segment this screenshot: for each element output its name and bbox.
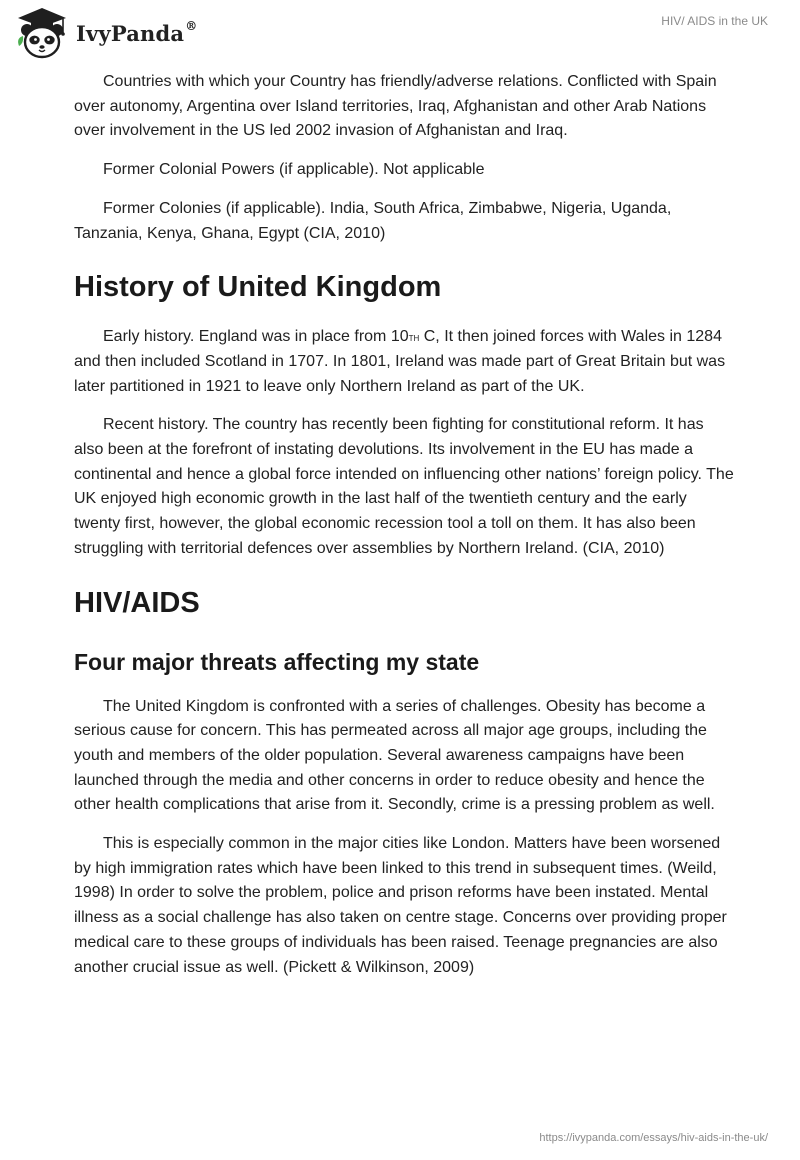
paragraph-threats-2: This is especially common in the major cities like London. Matters have been worsened by high immigration rates which have been linked to this trend in subsequent times. (Weild, 1998) In order to solve the problem, police and prison reforms have been instated. Mental illness as a social challenge has also taken on centre stage. Concerns over providing proper medical care to these groups of individuals has been raised. Teenage pregnancies are also another crucial issue as well. (Pickett & Wilkinson, 2009) <box>74 835 727 976</box>
subheading-four-threats: Four major threats affecting my state <box>74 648 480 675</box>
essay-body <box>74 70 734 994</box>
paragraph-early-history: Early history. England was in place from 10TH C, It then joined forces with Wales in 1284 and then included Scotland in 1707. In 1801, Ireland was made part of Great Britain but was later partitioned in 1921 to leave only Northern Ireland as part of the UK. <box>74 328 726 395</box>
heading-history: History of United Kingdom <box>74 271 442 304</box>
document-title: HIV/ AIDS in the UK <box>661 14 768 28</box>
page-header <box>0 0 800 64</box>
paragraph-colonial-powers: Former Colonial Powers (if applicable). Not applicable <box>103 161 485 179</box>
heading-hiv-aids: HIV/AIDS <box>74 586 200 619</box>
paragraph-colonies: Former Colonies (if applicable). India, South Africa, Zimbabwe, Nigeria, Uganda, Tanzania, Kenya, Ghana, Egypt (CIA, 2010) <box>74 199 672 242</box>
logo-wordmark: IvyPanda® <box>76 18 198 46</box>
panda-graduate-icon <box>14 6 70 60</box>
footer-url[interactable]: https://ivypanda.com/essays/hiv-aids-in-the-uk/ <box>539 1132 768 1144</box>
paragraph-relations: Countries with which your Country has friendly/adverse relations. Conflicted with Spain over autonomy, Argentina over Island territories, Iraq, Afghanistan and other Arab Nations over involvement in the US led 2002 invasion of Afghanistan and Iraq. <box>74 73 717 140</box>
ivypanda-logo[interactable] <box>14 6 197 60</box>
paragraph-threats-1: The United Kingdom is confronted with a series of challenges. Obesity has become a serious cause for concern. This has permeated across all major age groups, including the youth and members of the older population. Several awareness campaigns have been launched through the media and other concerns in order to reduce obesity and hence the other health complications that arise from it. Secondly, crime is a pressing problem as well. <box>74 697 715 814</box>
paragraph-recent-history: Recent history. The country has recently been fighting for constitutional reform. It has also been at the forefront of instating devolutions. Its involvement in the EU has made a continental and hence a global force intended on influencing other nations’ foreign policy. The UK enjoyed high economic growth in the last half of the twentieth century and the early twenty first, however, the global economic recession tool a toll on them. It has also been struggling with territorial defences over assemblies by Northern Ireland. (CIA, 2010) <box>74 416 734 557</box>
